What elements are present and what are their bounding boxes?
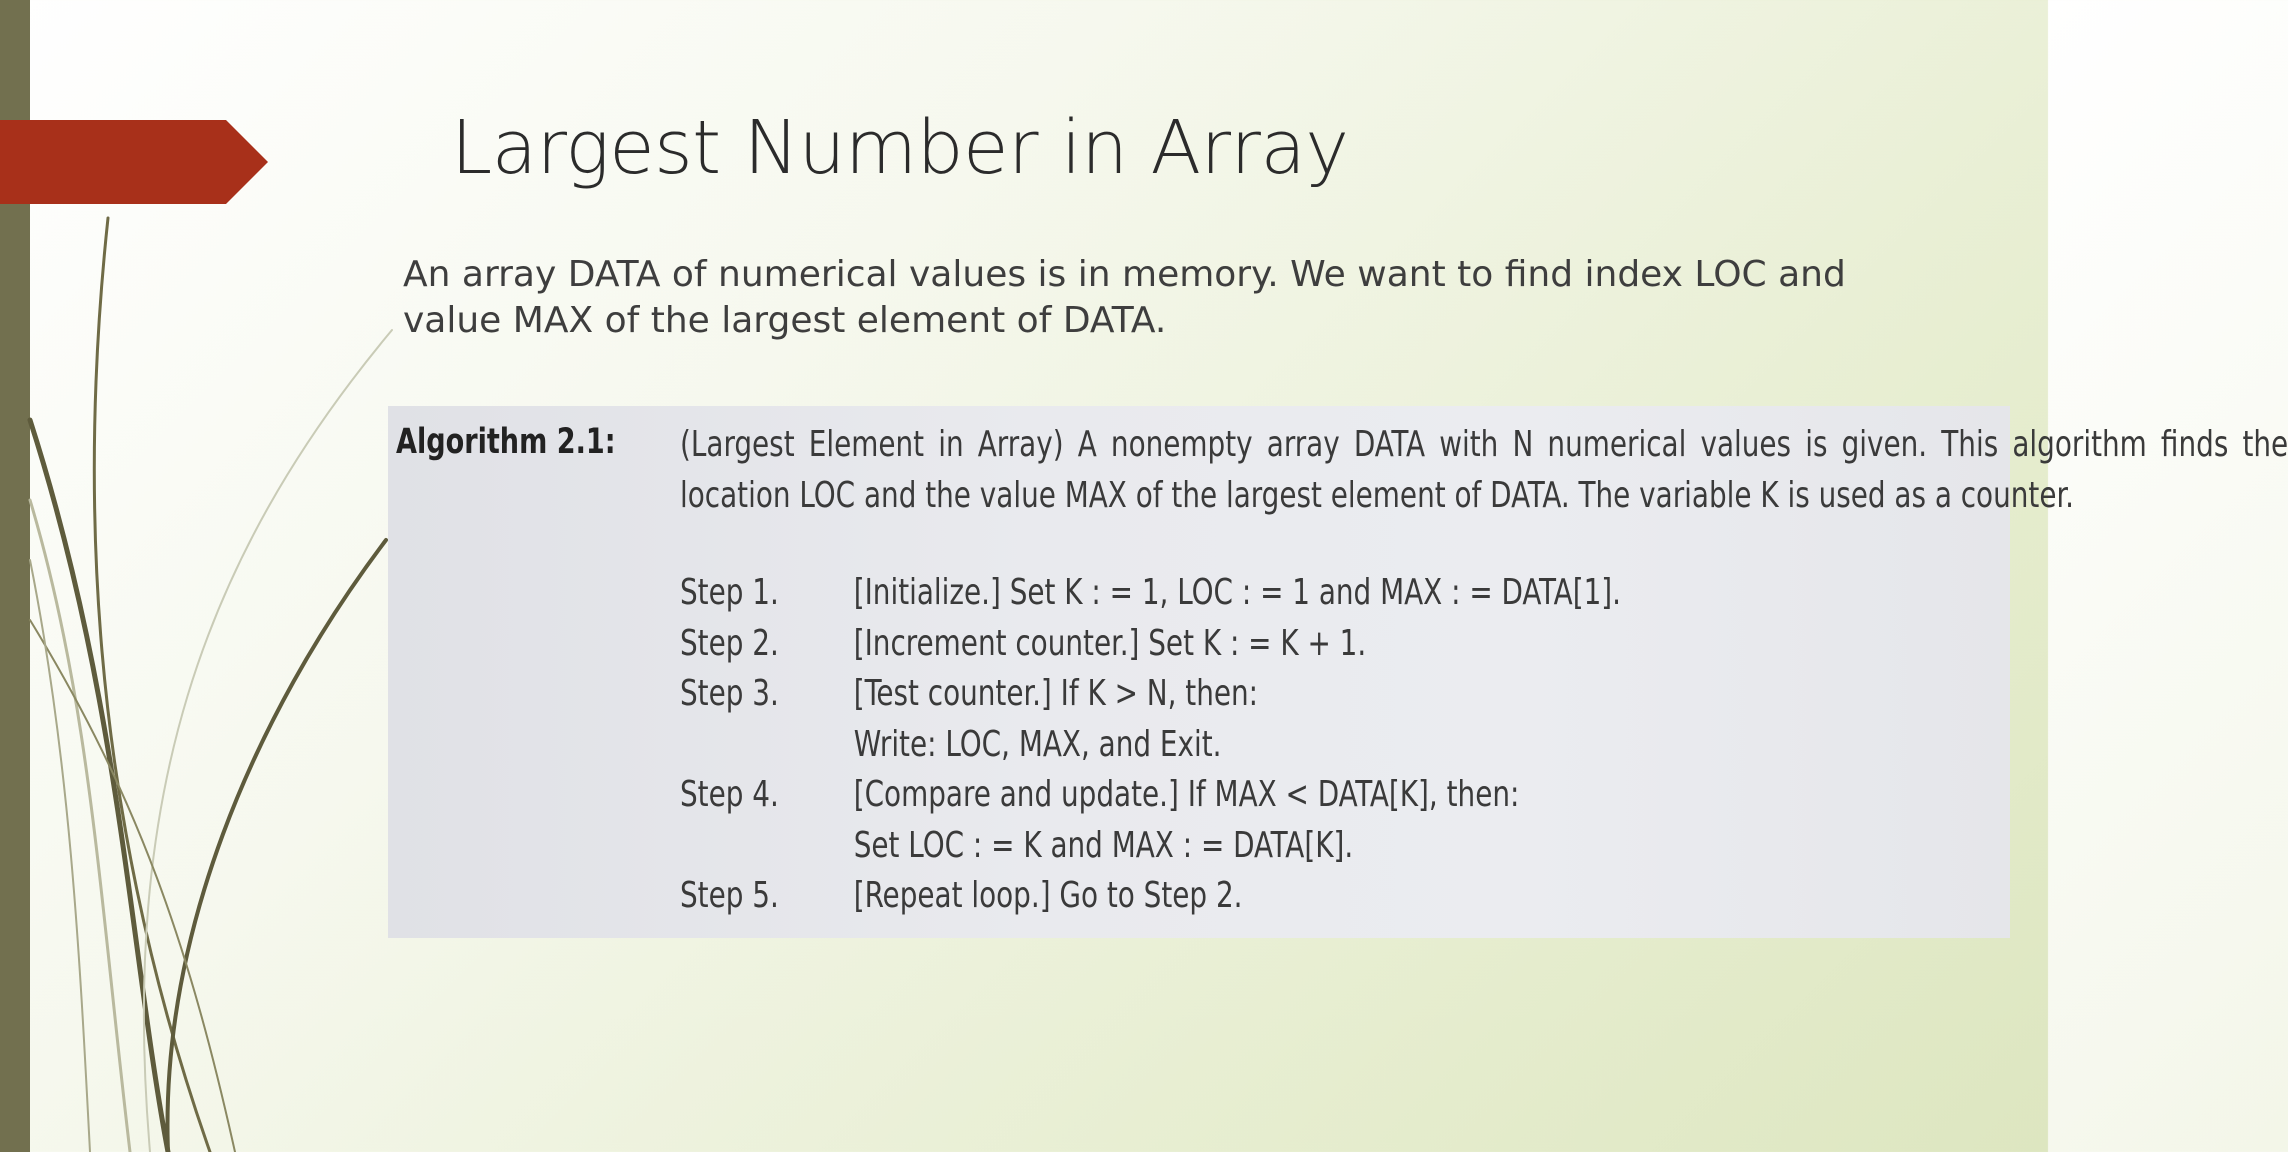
- algorithm-step: [680, 673, 2288, 765]
- step-text: [Repeat loop.] Go to Step 2.: [853, 875, 1243, 916]
- step-continuation: Set LOC : = K and MAX : = DATA[K].: [853, 824, 1354, 866]
- page-title: Largest Number in Array: [451, 105, 1349, 191]
- step-text: [Test counter.] If K > N, then:: [853, 673, 1259, 714]
- algorithm-step: [680, 875, 2288, 925]
- step-text: [Initialize.] Set K : = 1, LOC : = 1 and MAX : = DATA[1].: [853, 572, 1622, 613]
- step-text: [Increment counter.] Set K : = K + 1.: [853, 622, 1367, 664]
- algorithm-description: (Largest Element in Array) A nonempty array DATA with N numerical values is given. This algorithm finds the location LOC and the value MAX of the largest element of DATA. The variable K is used as a counter.: [680, 424, 2288, 516]
- step-continuation: Write: LOC, MAX, and Exit.: [853, 723, 1222, 765]
- step-label: Step 3.: [680, 673, 779, 714]
- algorithm-image: [388, 406, 2288, 938]
- step-label: Step 4.: [680, 774, 779, 815]
- slide-subtitle: An array DATA of numerical values is in memory. We want to find index LOC and value MAX of the largest element of DATA.: [403, 254, 1846, 341]
- algorithm-step: [680, 572, 2288, 622]
- step-label: Step 2.: [680, 622, 779, 664]
- step-label: Step 1.: [680, 572, 779, 613]
- step-text: [Compare and update.] If MAX < DATA[K], then:: [853, 774, 1520, 815]
- step-label: Step 5.: [680, 875, 779, 916]
- algorithm-step: [680, 623, 2288, 673]
- algorithm-label: Algorithm 2.1:: [396, 422, 616, 462]
- algorithm-step: [680, 774, 2288, 866]
- title-arrow-tab: [0, 120, 270, 204]
